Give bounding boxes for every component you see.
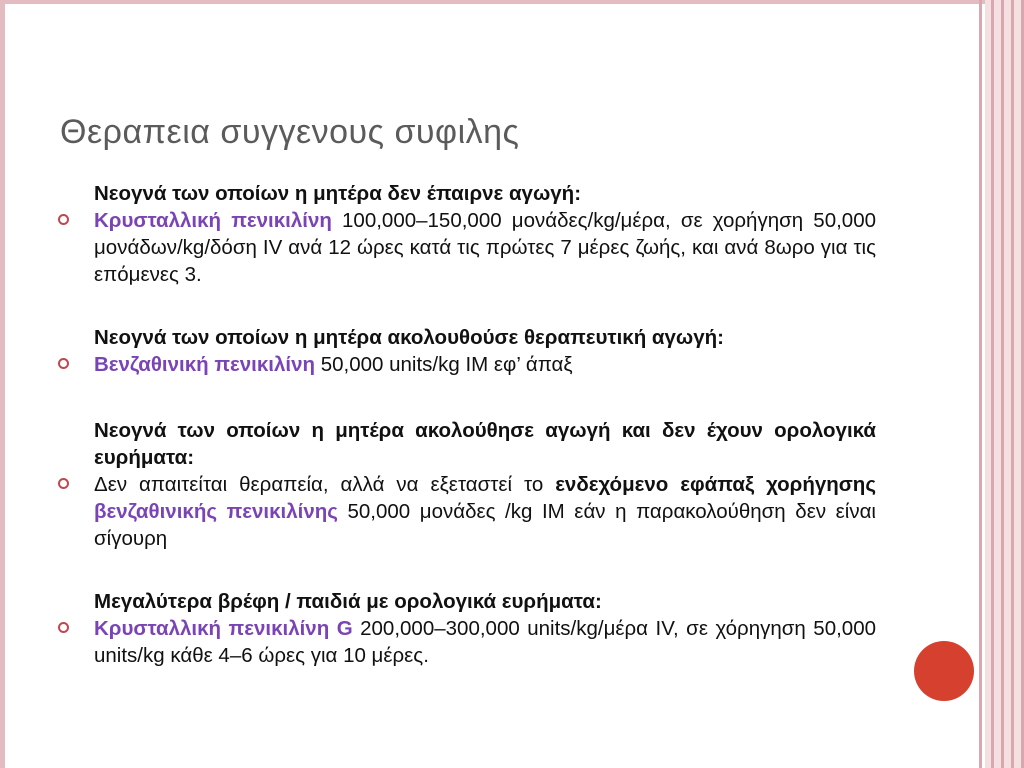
bullet-text: 50,000 units/kg IM εφ’ άπαξ [315,353,573,376]
bullet-item-2 [94,351,876,378]
drug-name: βενζαθινικής πενικιλίνης [94,500,338,523]
section-heading-2: Νεογνά των οποίων η μητέρα ακολουθούσε θεραπευτική αγωγή: [94,326,724,349]
slide-title: Θεραπεια συγγενους συφιλης [60,113,520,151]
bullet-circle-icon [58,478,69,489]
bullet-text-after: 50,000 μονάδες /kg IM εάν η παρακολούθηση δεν είναι σίγουρη [94,500,876,550]
bullet-circle-icon [58,358,69,369]
bullet-item-1 [94,207,876,288]
drug-name: Κρυσταλλική πενικιλίνη [94,209,332,232]
decorative-stripes [985,0,1024,768]
bullet-text: 100,000–150,000 μονάδες/kg/μέρα, σε χορήγηση 50,000 μονάδων/kg/δόση IV ανά 12 ώρες κατά τις πρώτες 7 μέρες ζωής, και ανά 8ωρο για τις επόμενες 3. [94,209,876,286]
slide-content [94,180,876,669]
bullet-circle-icon [58,214,69,225]
bullet-item-4 [94,615,876,669]
bullet-circle-icon [58,622,69,633]
section-heading-1: Νεογνά των οποίων η μητέρα δεν έπαιρνε αγωγή: [94,182,582,205]
bullet-text: Δεν απαιτείται θεραπεία, αλλά να εξεταστεί το [94,473,556,496]
bullet-text: 200,000–300,000 units/kg/μέρα IV, σε χόρηγηση 50,000 units/kg κάθε 4–6 ώρες για 10 μέρες. [94,617,876,667]
slide-top-border [0,0,985,4]
slide-right-border [979,0,982,768]
section-heading-4: Μεγαλύτερα βρέφη / παιδιά με ορολογικά ευρήματα: [94,590,602,613]
decorative-circle [914,641,974,701]
section-heading-3: Νεογνά των οποίων η μητέρα ακολούθησε αγωγή και δεν έχουν ορολογικά ευρήματα: [94,419,876,469]
drug-name: Βενζαθινική πενικιλίνη [94,353,316,376]
bullet-item-3 [94,471,876,552]
bold-text: ενδεχόμενο εφάπαξ χορήγησης [555,473,876,496]
drug-name: Κρυσταλλική πενικιλίνη G [94,617,353,640]
slide-left-border [0,0,5,768]
